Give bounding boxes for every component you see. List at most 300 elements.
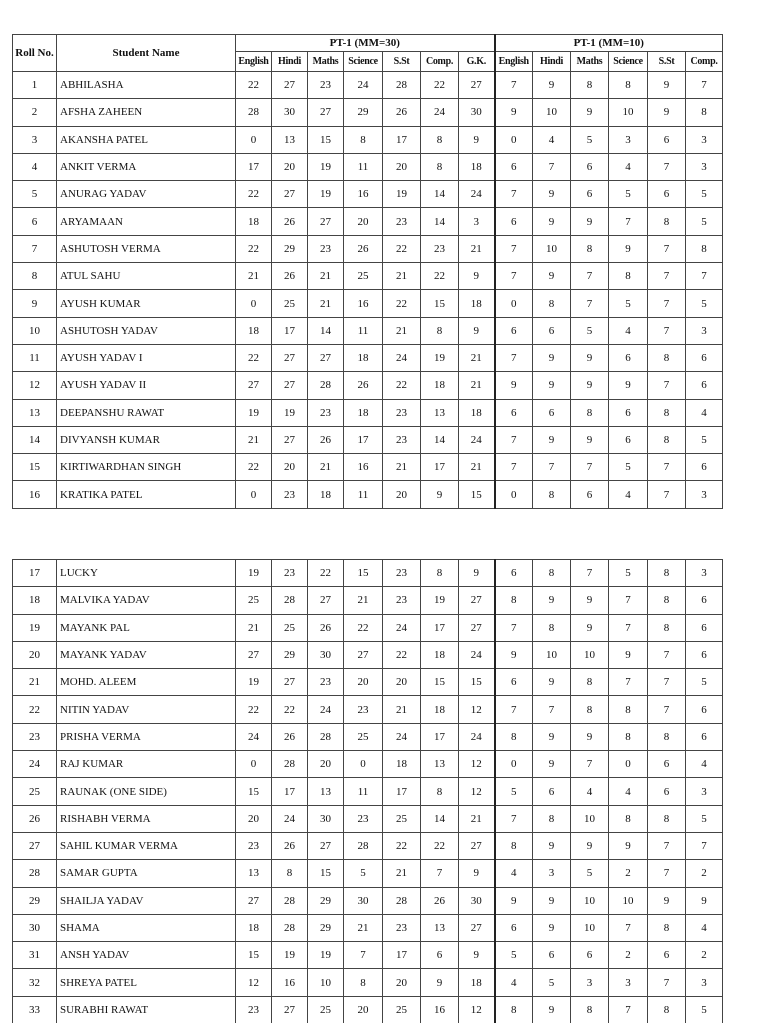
mark-cell: 10 [571, 641, 609, 668]
mark-cell: 8 [648, 208, 686, 235]
mark-cell: 23 [383, 208, 421, 235]
mark-cell: 28 [383, 72, 421, 99]
roll-no-cell: 14 [13, 426, 57, 453]
header-roll-no: Roll No. [13, 35, 57, 72]
mark-cell: 14 [421, 426, 459, 453]
student-name-cell: ANURAG YADAV [57, 181, 236, 208]
mark-cell: 6 [686, 614, 723, 641]
mark-cell: 3 [686, 126, 723, 153]
roll-no-cell: 22 [13, 696, 57, 723]
mark-cell: 18 [344, 344, 383, 371]
mark-cell: 28 [236, 99, 272, 126]
mark-cell: 5 [571, 317, 609, 344]
mark-cell: 8 [344, 126, 383, 153]
mark-cell: 8 [421, 778, 459, 805]
mark-cell: 17 [272, 778, 308, 805]
mark-cell: 9 [533, 996, 571, 1023]
mark-cell: 7 [648, 372, 686, 399]
mark-cell: 12 [459, 696, 495, 723]
mark-cell: 20 [272, 153, 308, 180]
mark-cell: 8 [609, 723, 648, 750]
mark-cell: 2 [609, 942, 648, 969]
mark-cell: 7 [495, 72, 533, 99]
roll-no-cell: 23 [13, 723, 57, 750]
table-row [13, 560, 723, 587]
mark-cell: 24 [383, 723, 421, 750]
student-name-cell: ASHUTOSH YADAV [57, 317, 236, 344]
mark-cell: 25 [344, 263, 383, 290]
mark-cell: 6 [571, 153, 609, 180]
mark-cell: 7 [648, 860, 686, 887]
roll-no-cell: 26 [13, 805, 57, 832]
mark-cell: 9 [533, 914, 571, 941]
mark-cell: 17 [383, 942, 421, 969]
mark-cell: 7 [609, 669, 648, 696]
mark-cell: 4 [686, 914, 723, 941]
mark-cell: 27 [272, 372, 308, 399]
mark-cell: 24 [459, 641, 495, 668]
mark-cell: 19 [421, 344, 459, 371]
student-name-cell: RAJ KUMAR [57, 751, 236, 778]
table-row [13, 481, 723, 508]
mark-cell: 26 [272, 832, 308, 859]
mark-cell: 15 [421, 290, 459, 317]
student-name-cell: ANSH YADAV [57, 942, 236, 969]
mark-cell: 9 [533, 587, 571, 614]
mark-cell: 13 [272, 126, 308, 153]
table-row [13, 832, 723, 859]
mark-cell: 9 [571, 208, 609, 235]
student-name-cell: AYUSH YADAV II [57, 372, 236, 399]
marks-table-top [12, 34, 723, 509]
mark-cell: 7 [571, 290, 609, 317]
mark-cell: 6 [533, 942, 571, 969]
mark-cell: 9 [571, 99, 609, 126]
student-name-cell: AKANSHA PATEL [57, 126, 236, 153]
roll-no-cell: 25 [13, 778, 57, 805]
mark-cell: 26 [272, 208, 308, 235]
mark-cell: 8 [648, 914, 686, 941]
mark-cell: 20 [344, 669, 383, 696]
roll-no-cell: 15 [13, 454, 57, 481]
header-pt1-mm30: PT-1 (MM=30) [236, 35, 495, 52]
mark-cell: 18 [459, 290, 495, 317]
roll-no-cell: 31 [13, 942, 57, 969]
mark-cell: 6 [648, 942, 686, 969]
mark-cell: 28 [308, 372, 344, 399]
header-subject: Science [609, 52, 648, 72]
mark-cell: 8 [495, 832, 533, 859]
mark-cell: 22 [383, 832, 421, 859]
mark-cell: 18 [421, 641, 459, 668]
mark-cell: 9 [533, 72, 571, 99]
student-name-cell: ATUL SAHU [57, 263, 236, 290]
mark-cell: 27 [308, 344, 344, 371]
mark-cell: 7 [609, 996, 648, 1023]
mark-cell: 26 [344, 235, 383, 262]
mark-cell: 5 [609, 181, 648, 208]
mark-cell: 8 [421, 317, 459, 344]
table-row [13, 696, 723, 723]
mark-cell: 21 [383, 696, 421, 723]
mark-cell: 7 [421, 860, 459, 887]
mark-cell: 25 [308, 996, 344, 1023]
mark-cell: 5 [686, 208, 723, 235]
roll-no-cell: 24 [13, 751, 57, 778]
mark-cell: 4 [571, 778, 609, 805]
mark-cell: 8 [344, 969, 383, 996]
mark-cell: 22 [421, 263, 459, 290]
mark-cell: 8 [533, 614, 571, 641]
table-row [13, 181, 723, 208]
mark-cell: 6 [571, 481, 609, 508]
mark-cell: 27 [272, 72, 308, 99]
mark-cell: 23 [308, 72, 344, 99]
mark-cell: 6 [686, 372, 723, 399]
mark-cell: 8 [421, 153, 459, 180]
mark-cell: 8 [648, 560, 686, 587]
header-subject: G.K. [459, 52, 495, 72]
mark-cell: 27 [272, 669, 308, 696]
mark-cell: 6 [533, 317, 571, 344]
mark-cell: 15 [308, 860, 344, 887]
mark-cell: 28 [344, 832, 383, 859]
table-row [13, 290, 723, 317]
mark-cell: 7 [571, 751, 609, 778]
mark-cell: 7 [495, 614, 533, 641]
table-row [13, 942, 723, 969]
roll-no-cell: 5 [13, 181, 57, 208]
mark-cell: 22 [236, 696, 272, 723]
mark-cell: 9 [648, 99, 686, 126]
mark-cell: 7 [609, 914, 648, 941]
header-pt1-mm10: PT-1 (MM=10) [495, 35, 723, 52]
mark-cell: 7 [495, 426, 533, 453]
mark-cell: 25 [383, 805, 421, 832]
mark-cell: 29 [308, 887, 344, 914]
mark-cell: 6 [648, 778, 686, 805]
mark-cell: 15 [308, 126, 344, 153]
mark-cell: 23 [272, 560, 308, 587]
mark-cell: 10 [609, 887, 648, 914]
mark-cell: 23 [236, 832, 272, 859]
mark-cell: 12 [459, 751, 495, 778]
mark-cell: 29 [272, 641, 308, 668]
mark-cell: 26 [308, 614, 344, 641]
mark-cell: 19 [272, 399, 308, 426]
mark-cell: 6 [533, 778, 571, 805]
mark-cell: 30 [308, 641, 344, 668]
mark-cell: 23 [344, 696, 383, 723]
mark-cell: 9 [533, 669, 571, 696]
mark-cell: 7 [686, 263, 723, 290]
mark-cell: 9 [533, 344, 571, 371]
mark-cell: 6 [686, 454, 723, 481]
student-name-cell: AYUSH KUMAR [57, 290, 236, 317]
mark-cell: 29 [272, 235, 308, 262]
mark-cell: 7 [609, 208, 648, 235]
mark-cell: 20 [344, 208, 383, 235]
mark-cell: 13 [308, 778, 344, 805]
roll-no-cell: 1 [13, 72, 57, 99]
header-subject: Comp. [421, 52, 459, 72]
mark-cell: 22 [236, 235, 272, 262]
mark-cell: 30 [308, 805, 344, 832]
table-row [13, 372, 723, 399]
mark-cell: 5 [533, 969, 571, 996]
mark-cell: 5 [686, 181, 723, 208]
student-name-cell: DIVYANSH KUMAR [57, 426, 236, 453]
mark-cell: 5 [609, 560, 648, 587]
student-name-cell: MALVIKA YADAV [57, 587, 236, 614]
roll-no-cell: 12 [13, 372, 57, 399]
mark-cell: 9 [495, 99, 533, 126]
mark-cell: 9 [459, 860, 495, 887]
mark-cell: 3 [533, 860, 571, 887]
mark-cell: 11 [344, 778, 383, 805]
mark-cell: 16 [344, 454, 383, 481]
mark-cell: 24 [383, 614, 421, 641]
mark-cell: 6 [648, 126, 686, 153]
mark-cell: 5 [686, 426, 723, 453]
mark-cell: 9 [686, 887, 723, 914]
mark-cell: 5 [495, 942, 533, 969]
mark-cell: 4 [609, 317, 648, 344]
mark-cell: 0 [495, 290, 533, 317]
mark-cell: 10 [308, 969, 344, 996]
mark-cell: 3 [459, 208, 495, 235]
mark-cell: 3 [686, 560, 723, 587]
mark-cell: 30 [272, 99, 308, 126]
mark-cell: 6 [609, 344, 648, 371]
roll-no-cell: 18 [13, 587, 57, 614]
student-name-cell: AFSHA ZAHEEN [57, 99, 236, 126]
table-row [13, 208, 723, 235]
mark-cell: 8 [609, 696, 648, 723]
mark-cell: 0 [609, 751, 648, 778]
mark-cell: 27 [308, 99, 344, 126]
mark-cell: 6 [533, 399, 571, 426]
mark-cell: 7 [648, 696, 686, 723]
mark-cell: 8 [533, 805, 571, 832]
roll-no-cell: 28 [13, 860, 57, 887]
mark-cell: 25 [344, 723, 383, 750]
roll-no-cell: 3 [13, 126, 57, 153]
mark-cell: 9 [459, 942, 495, 969]
mark-cell: 8 [272, 860, 308, 887]
student-name-cell: RISHABH VERMA [57, 805, 236, 832]
mark-cell: 27 [272, 996, 308, 1023]
mark-cell: 3 [609, 126, 648, 153]
mark-cell: 22 [383, 290, 421, 317]
student-name-cell: SHREYA PATEL [57, 969, 236, 996]
mark-cell: 28 [383, 887, 421, 914]
mark-cell: 15 [459, 481, 495, 508]
roll-no-cell: 6 [13, 208, 57, 235]
marks-table-bottom [12, 559, 723, 1023]
mark-cell: 22 [236, 181, 272, 208]
mark-cell: 9 [571, 587, 609, 614]
mark-cell: 13 [421, 914, 459, 941]
mark-cell: 5 [609, 454, 648, 481]
mark-cell: 12 [236, 969, 272, 996]
mark-cell: 8 [609, 805, 648, 832]
mark-cell: 8 [533, 290, 571, 317]
mark-cell: 8 [495, 996, 533, 1023]
mark-cell: 3 [571, 969, 609, 996]
mark-cell: 8 [648, 587, 686, 614]
mark-cell: 18 [383, 751, 421, 778]
mark-cell: 27 [236, 887, 272, 914]
mark-cell: 27 [459, 914, 495, 941]
student-name-cell: LUCKY [57, 560, 236, 587]
mark-cell: 23 [236, 996, 272, 1023]
mark-cell: 9 [571, 426, 609, 453]
mark-cell: 12 [459, 996, 495, 1023]
mark-cell: 7 [571, 560, 609, 587]
mark-cell: 24 [236, 723, 272, 750]
mark-cell: 26 [272, 723, 308, 750]
mark-cell: 7 [495, 263, 533, 290]
mark-cell: 4 [686, 399, 723, 426]
roll-no-cell: 33 [13, 996, 57, 1023]
table-row [13, 860, 723, 887]
table-row [13, 235, 723, 262]
mark-cell: 27 [236, 372, 272, 399]
table-row [13, 641, 723, 668]
mark-cell: 8 [648, 614, 686, 641]
mark-cell: 13 [236, 860, 272, 887]
mark-cell: 26 [383, 99, 421, 126]
mark-cell: 10 [571, 805, 609, 832]
mark-cell: 10 [609, 99, 648, 126]
mark-cell: 3 [686, 778, 723, 805]
table-row [13, 778, 723, 805]
mark-cell: 3 [686, 317, 723, 344]
table-row [13, 99, 723, 126]
mark-cell: 24 [272, 805, 308, 832]
mark-cell: 16 [344, 181, 383, 208]
mark-cell: 11 [344, 481, 383, 508]
roll-no-cell: 29 [13, 887, 57, 914]
mark-cell: 23 [383, 426, 421, 453]
roll-no-cell: 10 [13, 317, 57, 344]
mark-cell: 12 [459, 778, 495, 805]
mark-cell: 19 [308, 153, 344, 180]
mark-cell: 7 [344, 942, 383, 969]
mark-cell: 21 [459, 344, 495, 371]
mark-cell: 4 [686, 751, 723, 778]
mark-cell: 6 [609, 426, 648, 453]
mark-cell: 20 [383, 969, 421, 996]
mark-cell: 22 [236, 454, 272, 481]
mark-cell: 7 [495, 805, 533, 832]
mark-cell: 27 [308, 587, 344, 614]
mark-cell: 22 [383, 641, 421, 668]
mark-cell: 6 [495, 914, 533, 941]
mark-cell: 7 [686, 832, 723, 859]
mark-cell: 0 [495, 751, 533, 778]
mark-cell: 13 [421, 399, 459, 426]
mark-cell: 24 [459, 723, 495, 750]
student-name-cell: KIRTIWARDHAN SINGH [57, 454, 236, 481]
mark-cell: 16 [421, 996, 459, 1023]
roll-no-cell: 11 [13, 344, 57, 371]
mark-cell: 8 [571, 669, 609, 696]
mark-cell: 20 [272, 454, 308, 481]
mark-cell: 21 [459, 372, 495, 399]
roll-no-cell: 16 [13, 481, 57, 508]
mark-cell: 19 [421, 587, 459, 614]
table-row [13, 153, 723, 180]
mark-cell: 14 [421, 805, 459, 832]
mark-cell: 6 [609, 399, 648, 426]
mark-cell: 25 [236, 587, 272, 614]
mark-cell: 22 [272, 696, 308, 723]
mark-cell: 7 [495, 454, 533, 481]
header-subject: Science [344, 52, 383, 72]
mark-cell: 6 [686, 723, 723, 750]
mark-cell: 27 [459, 587, 495, 614]
mark-cell: 9 [648, 887, 686, 914]
table-row [13, 751, 723, 778]
mark-cell: 8 [648, 426, 686, 453]
mark-cell: 10 [571, 914, 609, 941]
mark-cell: 27 [459, 72, 495, 99]
mark-cell: 18 [236, 317, 272, 344]
mark-cell: 8 [571, 72, 609, 99]
mark-cell: 27 [308, 208, 344, 235]
mark-cell: 19 [236, 669, 272, 696]
mark-cell: 2 [609, 860, 648, 887]
mark-cell: 9 [609, 372, 648, 399]
student-name-cell: ABHILASHA [57, 72, 236, 99]
mark-cell: 24 [459, 426, 495, 453]
mark-cell: 7 [648, 669, 686, 696]
mark-cell: 22 [421, 832, 459, 859]
student-name-cell: SHAMA [57, 914, 236, 941]
mark-cell: 6 [648, 751, 686, 778]
mark-cell: 9 [459, 317, 495, 344]
mark-cell: 8 [609, 263, 648, 290]
mark-cell: 8 [571, 696, 609, 723]
mark-cell: 20 [383, 481, 421, 508]
mark-cell: 24 [421, 99, 459, 126]
mark-cell: 17 [421, 614, 459, 641]
roll-no-cell: 2 [13, 99, 57, 126]
mark-cell: 27 [459, 832, 495, 859]
mark-cell: 21 [308, 454, 344, 481]
mark-cell: 25 [272, 614, 308, 641]
mark-cell: 21 [236, 263, 272, 290]
student-name-cell: ARYAMAAN [57, 208, 236, 235]
student-name-cell: MAYANK YADAV [57, 641, 236, 668]
mark-cell: 9 [495, 372, 533, 399]
mark-cell: 6 [495, 317, 533, 344]
mark-cell: 21 [344, 587, 383, 614]
mark-cell: 19 [236, 560, 272, 587]
mark-cell: 7 [648, 235, 686, 262]
table-row [13, 72, 723, 99]
mark-cell: 20 [344, 996, 383, 1023]
mark-cell: 9 [571, 614, 609, 641]
mark-cell: 23 [383, 560, 421, 587]
table-row [13, 887, 723, 914]
mark-cell: 5 [344, 860, 383, 887]
mark-cell: 15 [236, 778, 272, 805]
mark-cell: 9 [459, 560, 495, 587]
mark-cell: 9 [533, 208, 571, 235]
